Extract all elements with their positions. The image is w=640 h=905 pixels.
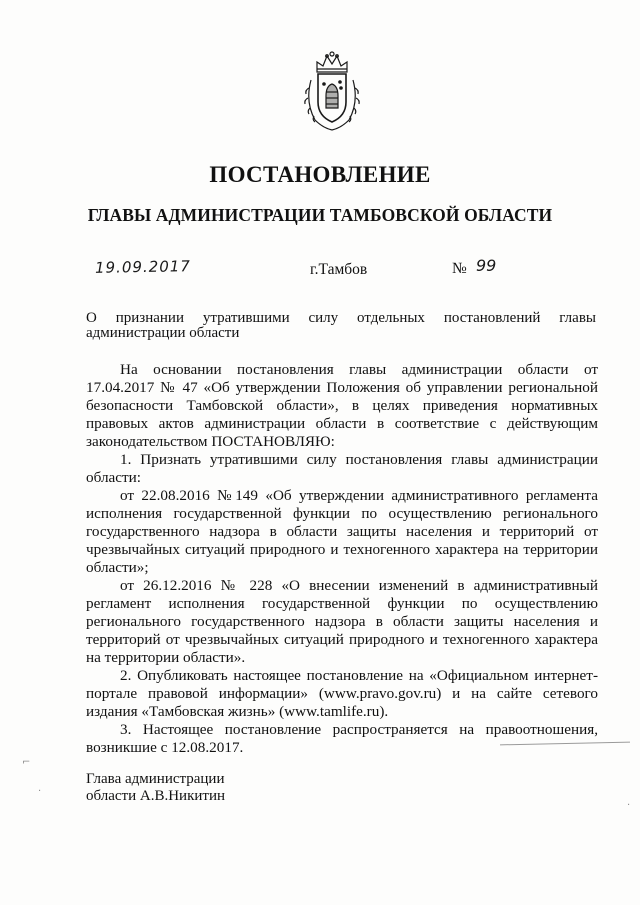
signature-line-1: Глава администрации [86,771,225,787]
subject-word: признании [115,310,184,326]
scan-artifact-mark: · [627,800,631,811]
subject-word: силу [308,310,339,326]
document-subject [86,311,596,341]
coat-of-arms-icon [301,50,363,132]
handwritten-date: 19.09.2017 [94,257,192,277]
subject-word: главы [559,310,596,326]
subject-line-2: администрации области [86,325,240,341]
document-body [86,361,598,757]
body-paragraph-item-2: 2. Опубликовать настоящее постановление на «Официальном интернет-портале правовой информации» (www.pravo.gov.ru) и на сайте сетевого издания «Тамбовская жизнь» (www.tamlife.ru). [86,667,598,720]
scan-artifact-mark: · [38,786,42,797]
handwritten-number: 99 [476,256,497,275]
subject-word: О [86,310,97,326]
scan-artifact-mark: ⌐ [22,757,31,768]
document-city: г.Тамбов [310,261,368,278]
subject-word: утратившими [202,310,290,326]
document-number-label: № [452,260,467,277]
body-paragraph-item-3: 3. Настоящее постановление распространяется на правоотношения, возникшие с 12.08.2017. [86,721,598,756]
body-paragraph-resolution-149: от 22.08.2016 №149 «Об утверждении административного регламента исполнения государственной функции по осуществлению регионального государственного надзора в области защиты населения и территорий от чрезвычайных ситуаций природного и техногенного характера на территории области»; [86,487,598,576]
body-paragraph-preamble: На основании постановления главы администрации области от 17.04.2017 № 47 «Об утверждении Положения об управлении региональной безопасности Тамбовской области», в целях приведения нормативных правовых актов администрации области в соответствие с действующим законодательством ПОСТАНОВЛЯЮ: [86,361,598,450]
body-paragraph-item-1: 1. Признать утратившими силу постановления главы администрации области: [86,451,598,486]
subject-line-1 [86,311,596,326]
document-subtitle: ГЛАВЫ АДМИНИСТРАЦИИ ТАМБОВСКОЙ ОБЛАСТИ [87,205,553,225]
body-paragraph-resolution-228: от 26.12.2016 № 228 «О внесении изменений в административный регламент исполнения государственной функции по осуществлению регионального государственного надзора в области защиты населения и территорий от чрезвычайных ситуаций природного и техногенного характера на территории области». [86,577,598,666]
subject-word: постановлений [443,310,541,326]
signature-line-2: области А.В.Никитин [86,788,226,804]
document-title: ПОСТАНОВЛЕНИЕ [209,162,431,187]
signature-block [86,771,225,805]
subject-word: отдельных [357,310,425,326]
